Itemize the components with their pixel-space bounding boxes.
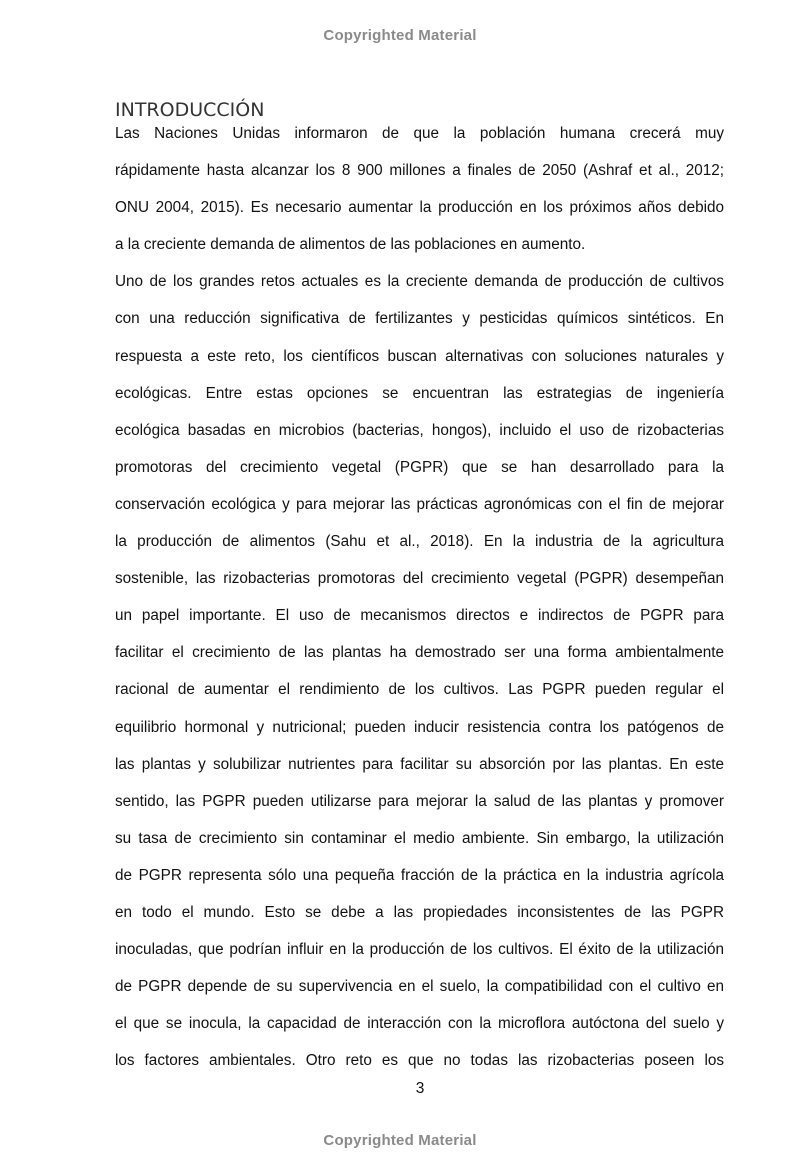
text-line: Uno de los grandes retos actuales es la creciente demanda de producción de cultivos — [115, 273, 724, 291]
text-line: con una reducción significativa de fertilizantes y pesticidas químicos sintéticos. En — [115, 310, 724, 328]
text-line: equilibrio hormonal y nutricional; pueden inducir resistencia contra los patógenos de — [115, 718, 724, 736]
text-line: en todo el mundo. Esto se debe a las propiedades inconsistentes de las PGPR — [115, 903, 724, 921]
text-line: racional de aumentar el rendimiento de los cultivos. Las PGPR pueden regular el — [115, 681, 724, 699]
text-line: la producción de alimentos (Sahu et al., 2018). En la industria de la agricultura — [115, 533, 724, 551]
text-line: sostenible, las rizobacterias promotoras del crecimiento vegetal (PGPR) desempeñan — [115, 570, 724, 588]
body-text — [115, 123, 724, 1087]
copyright-watermark-bottom: Copyrighted Material — [323, 1132, 477, 1149]
text-line: de PGPR depende de su supervivencia en el suelo, la compatibilidad con el cultivo en — [115, 978, 724, 996]
text-line: ecológica basadas en microbios (bacterias, hongos), incluido el uso de rizobacterias — [115, 421, 724, 439]
text-line: su tasa de crecimiento sin contaminar el medio ambiente. Sin embargo, la utilización — [115, 829, 724, 847]
section-heading: INTRODUCCIÓN — [115, 99, 265, 121]
page-number: 3 — [415, 1080, 425, 1097]
text-line: de PGPR representa sólo una pequeña fracción de la práctica en la industria agrícola — [115, 866, 724, 884]
text-line: rápidamente hasta alcanzar los 8 900 millones a finales de 2050 (Ashraf et al., 2012; — [115, 162, 724, 180]
text-line: sentido, las PGPR pueden utilizarse para mejorar la salud de las plantas y promover — [115, 792, 724, 810]
paragraph — [115, 123, 724, 271]
text-line: respuesta a este reto, los científicos buscan alternativas con soluciones naturales y — [115, 347, 724, 365]
text-line: ONU 2004, 2015). Es necesario aumentar la producción en los próximos años debido — [115, 199, 724, 217]
text-line: las plantas y solubilizar nutrientes para facilitar su absorción por las plantas. En este — [115, 755, 724, 773]
copyright-watermark-top: Copyrighted Material — [323, 27, 477, 44]
text-line: ecológicas. Entre estas opciones se encuentran las estrategias de ingeniería — [115, 384, 724, 402]
text-line: Las Naciones Unidas informaron de que la población humana crecerá muy — [115, 125, 724, 142]
text-line: inoculadas, que podrían influir en la producción de los cultivos. El éxito de la utilización — [115, 941, 724, 959]
text-line: promotoras del crecimiento vegetal (PGPR) que se han desarrollado para la — [115, 458, 724, 476]
text-line: un papel importante. El uso de mecanismos directos e indirectos de PGPR para — [115, 607, 724, 625]
paragraph — [115, 271, 724, 1087]
text-line: los factores ambientales. Otro reto es que no todas las rizobacterias poseen los — [115, 1052, 724, 1070]
text-line: facilitar el crecimiento de las plantas ha demostrado ser una forma ambientalmente — [115, 644, 724, 662]
text-line: conservación ecológica y para mejorar las prácticas agronómicas con el fin de mejorar — [115, 495, 724, 513]
text-line: el que se inocula, la capacidad de interacción con la microflora autóctona del suelo y — [115, 1015, 724, 1033]
text-line: a la creciente demanda de alimentos de las poblaciones en aumento. — [115, 236, 586, 254]
